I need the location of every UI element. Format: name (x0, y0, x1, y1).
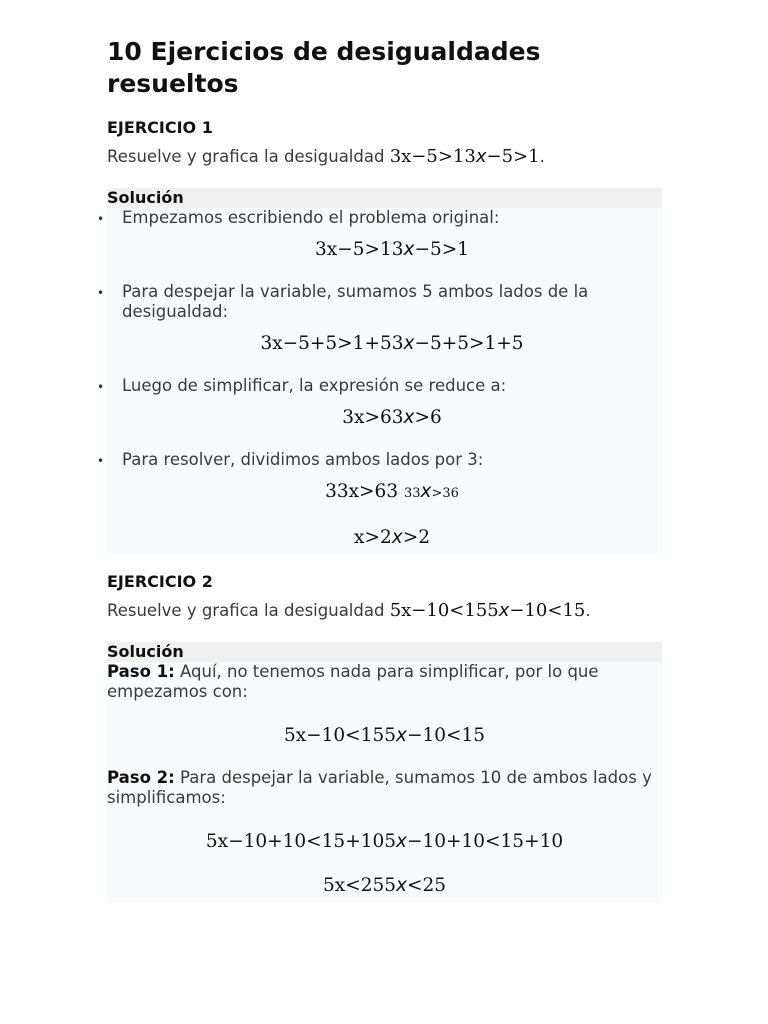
exercise-1-heading: EJERCICIO 1 (107, 118, 213, 137)
math-variable: x (396, 831, 407, 852)
bullet-icon: • (97, 286, 105, 300)
page-title: 10 Ejercicios de desigualdades resueltos (107, 37, 541, 98)
math-variable: x (475, 146, 487, 167)
exercise-1-statement-text: Resuelve y grafica la desigualdad (107, 147, 390, 166)
step-2-text: Para despejar la variable, sumamos 10 de ambos lados y simplificamos: (107, 768, 652, 807)
article-content (97, 36, 662, 902)
solution-1-header: Solución (107, 188, 662, 208)
math-part: 5x−10+10<15+105 (205, 831, 396, 852)
solution-step (97, 268, 662, 362)
solution-2-header: Solución (107, 642, 662, 662)
step-equation-result (122, 526, 662, 550)
step-text: Empezamos escribiendo el problema original: (122, 208, 500, 227)
math-part: 5x<255 (322, 875, 396, 896)
math-part: 3x−5>13 (314, 239, 404, 260)
math-part: −10<15 (509, 600, 586, 621)
exercise-1-statement (107, 146, 662, 168)
step-1-equation (107, 724, 662, 748)
statement-end: . (585, 601, 591, 620)
solution-step (97, 362, 662, 436)
solution-step (97, 436, 662, 552)
math-part: >36 (431, 486, 459, 501)
math-part: −5+5>1+5 (414, 333, 524, 354)
step-2-label: Paso 2: (107, 768, 175, 787)
exercise-2-statement (107, 600, 662, 622)
bullet-icon: • (97, 454, 105, 468)
math-part: >6 (414, 407, 442, 428)
exercise-2-heading: EJERCICIO 2 (107, 572, 213, 591)
step-text: Para despejar la variable, sumamos 5 ambos lados de la desigualdad: (122, 282, 589, 321)
math-part: −10+10<15+10 (406, 831, 564, 852)
math-variable: x (396, 875, 407, 896)
math-variable: x (391, 527, 403, 548)
math-part: 3x>63 (342, 407, 404, 428)
math-part: 5x−10<155 (283, 725, 396, 746)
math-part: x>2 (354, 527, 392, 548)
step-1-text: Aquí, no tenemos nada para simplificar, por lo que empezamos con: (107, 662, 599, 701)
solution-1-body (97, 208, 662, 554)
exercise-2-statement-math (390, 600, 586, 621)
math-part: −5>1 (486, 146, 540, 167)
solution-1-steps (97, 208, 662, 552)
math-part: 3x−5+5>1+53 (260, 333, 404, 354)
math-variable: x (498, 600, 510, 621)
solution-2-body (107, 662, 662, 902)
math-part: 5x−10<155 (389, 600, 499, 621)
exercise-2-statement-text: Resuelve y grafica la desigualdad (107, 601, 390, 620)
step-2-paragraph (107, 768, 662, 808)
step-1-label: Paso 1: (107, 662, 175, 681)
step-equation (122, 238, 662, 262)
solution-step (97, 208, 662, 268)
math-part: 33x>63 (325, 481, 404, 502)
math-variable: x (420, 481, 432, 502)
step-equation (122, 480, 662, 506)
exercise-1-statement-math (390, 146, 540, 167)
math-part: −5>1 (414, 239, 470, 260)
step-2-equation (107, 830, 662, 854)
math-variable: x (403, 239, 415, 260)
step-equation (122, 332, 662, 356)
math-part: 3x−5>13 (389, 146, 476, 167)
step-1-paragraph (107, 662, 662, 702)
math-variable: x (403, 333, 415, 354)
step-text: Luego de simplificar, la expresión se reduce a: (122, 376, 507, 395)
step-text: Para resolver, dividimos ambos lados por 3: (122, 450, 484, 469)
bullet-icon: • (97, 212, 105, 226)
math-part: >2 (402, 527, 430, 548)
math-part: <25 (406, 875, 446, 896)
math-part: −10<15 (406, 725, 486, 746)
statement-end: . (539, 147, 545, 166)
math-variable: x (403, 407, 415, 428)
math-variable: x (396, 725, 407, 746)
step-2-equation-result (107, 874, 662, 898)
step-equation (122, 406, 662, 430)
math-part: 33 (403, 486, 421, 501)
bullet-icon: • (97, 380, 105, 394)
